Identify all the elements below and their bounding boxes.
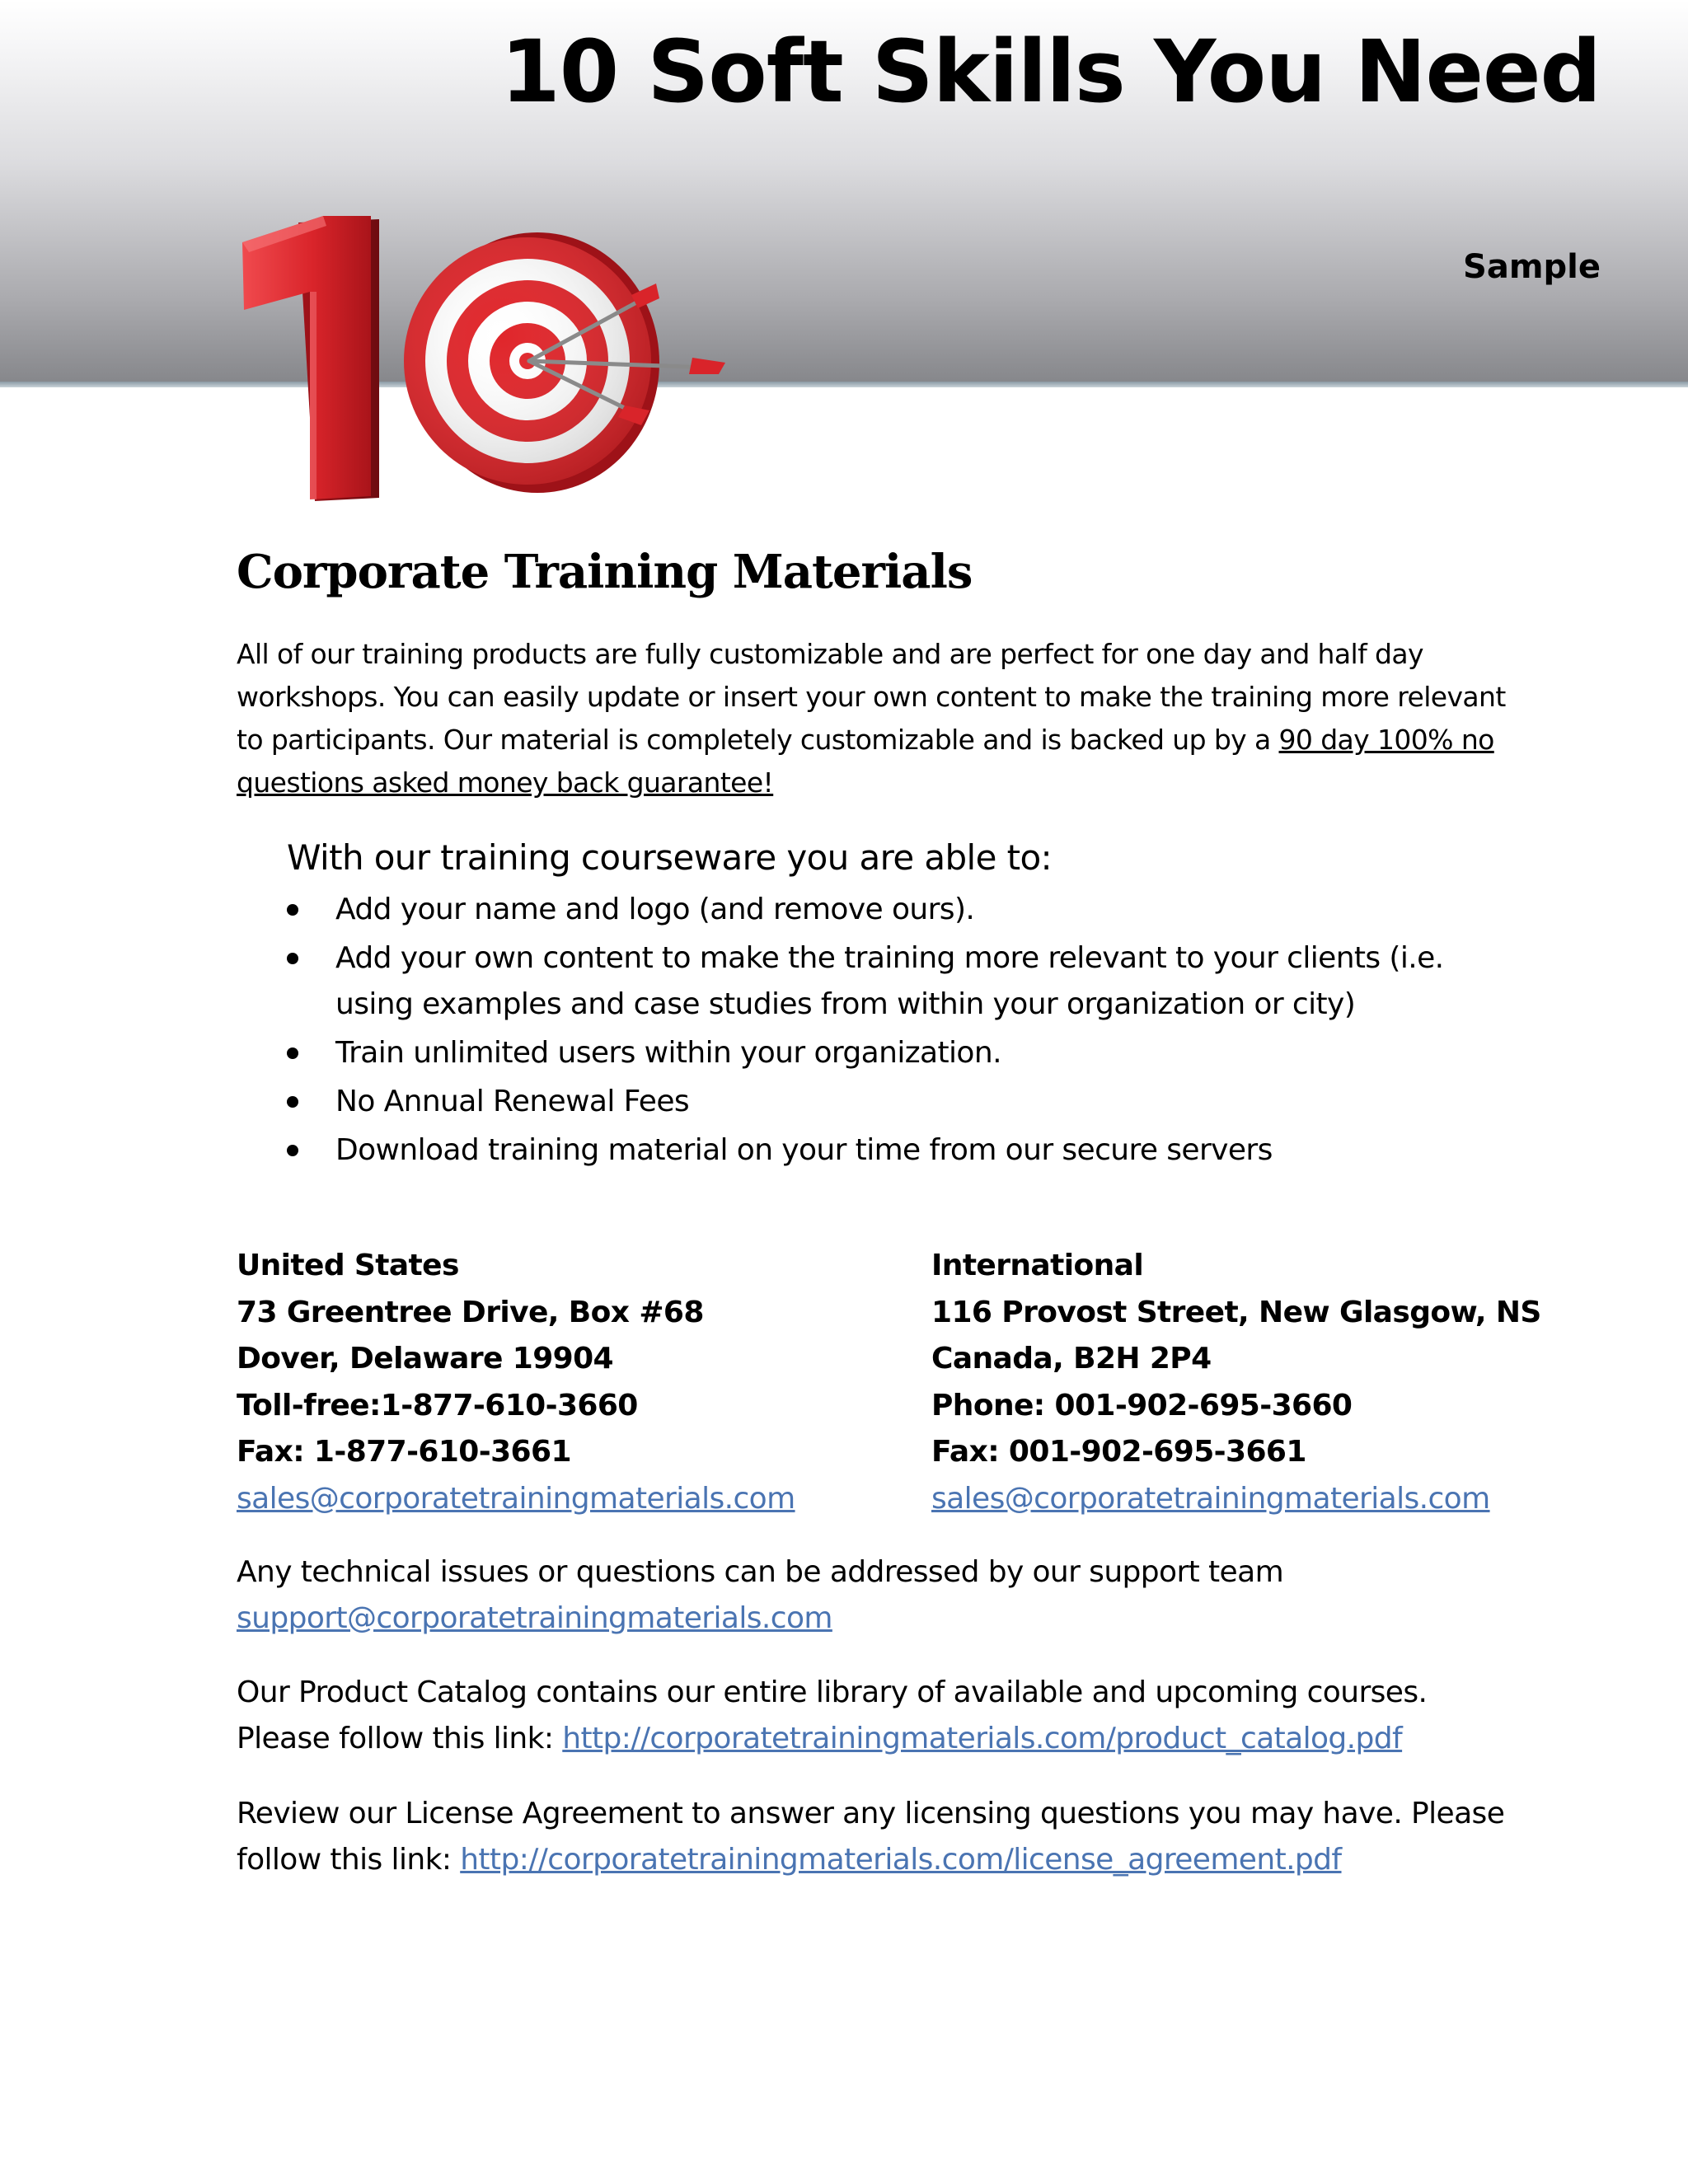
digit-one-shape xyxy=(242,216,379,501)
intro-text: All of our training products are fully customizable and are perfect for one day and half day workshops. You can easily update or insert your own content to make the training more relevant to participants. Our material is completely customizable and is backed up by a xyxy=(237,638,1506,756)
section-title: Corporate Training Materials xyxy=(237,545,973,599)
license-paragraph xyxy=(237,1791,1522,1883)
contact-region: International xyxy=(931,1249,1144,1282)
catalog-link[interactable]: http://corporatetrainingmaterials.com/product_catalog.pdf xyxy=(562,1722,1403,1755)
support-email-link[interactable]: support@corporatetrainingmaterials.com xyxy=(237,1601,832,1635)
catalog-text: Our Product Catalog contains our entire library of available and upcoming courses. Please follow this link: xyxy=(237,1675,1428,1755)
benefit-item: Add your own content to make the training more relevant to your clients (i.e. using examples and case studies from within your organization or city) xyxy=(287,935,1507,1028)
benefits-list xyxy=(287,887,1507,1176)
sales-email-link[interactable]: sales@corporatetrainingmaterials.com xyxy=(931,1481,1490,1516)
contact-fax: Fax: 1-877-610-3661 xyxy=(237,1435,571,1469)
contact-international xyxy=(931,1243,1541,1522)
contact-fax: Fax: 001-902-695-3661 xyxy=(931,1435,1306,1469)
benefit-item: Add your name and logo (and remove ours). xyxy=(287,887,1507,933)
contact-phone: Toll-free:1-877-610-3660 xyxy=(237,1388,638,1422)
benefits-heading: With our training courseware you are able to: xyxy=(287,837,1053,878)
catalog-paragraph xyxy=(237,1670,1522,1762)
contact-address-line: 73 Greentree Drive, Box #68 xyxy=(237,1295,704,1329)
sample-label: Sample xyxy=(1463,248,1601,286)
contact-region: United States xyxy=(237,1249,459,1282)
number-ten-target-icon xyxy=(231,213,758,518)
benefit-item: No Annual Renewal Fees xyxy=(287,1079,1507,1125)
support-text: Any technical issues or questions can be addressed by our support team xyxy=(237,1555,1284,1589)
document-title: 10 Soft Skills You Need xyxy=(500,21,1601,122)
support-paragraph xyxy=(237,1549,1522,1642)
contact-address-line: 116 Provost Street, New Glasgow, NS xyxy=(931,1295,1541,1329)
contact-address-line: Canada, B2H 2P4 xyxy=(931,1342,1212,1376)
contact-united-states xyxy=(237,1243,795,1522)
contact-address-line: Dover, Delaware 19904 xyxy=(237,1342,613,1376)
sales-email-link[interactable]: sales@corporatetrainingmaterials.com xyxy=(237,1481,795,1516)
intro-paragraph xyxy=(237,633,1522,804)
license-text: Review our License Agreement to answer any licensing questions you may have. Please follow this link: xyxy=(237,1797,1505,1877)
contact-phone: Phone: 001-902-695-3660 xyxy=(931,1388,1353,1422)
benefit-item: Download training material on your time from our secure servers xyxy=(287,1127,1507,1174)
license-link[interactable]: http://corporatetrainingmaterials.com/license_agreement.pdf xyxy=(460,1843,1342,1877)
guarantee-text: 90 day 100% no questions asked money back guarantee! xyxy=(237,724,1494,799)
benefit-item: Train unlimited users within your organization. xyxy=(287,1030,1507,1076)
